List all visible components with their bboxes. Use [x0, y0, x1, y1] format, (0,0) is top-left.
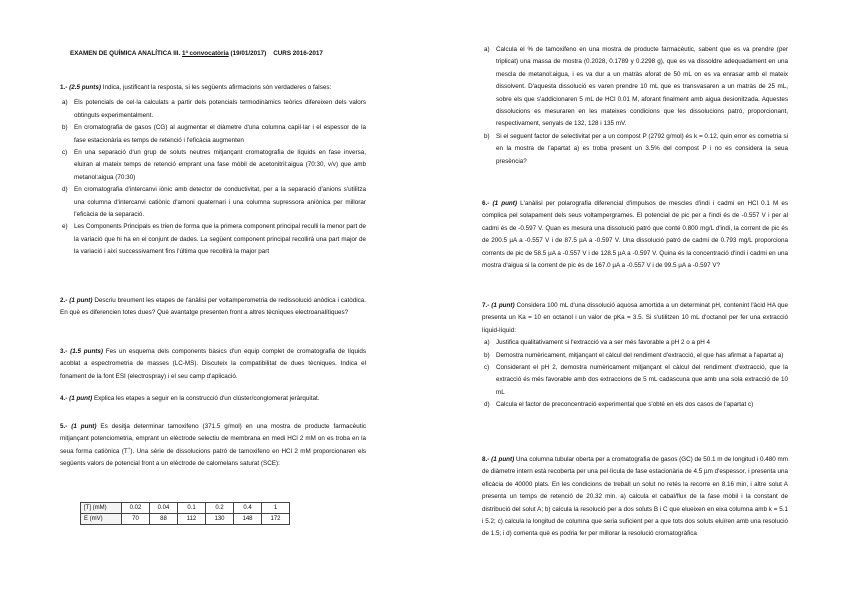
q7-points: (1 punt) [491, 302, 515, 309]
item-letter: c) [62, 149, 68, 157]
item-text: En una separació d'un grup de soluts neutres mitjançant cromatografia de líquids en fase inversa, eluiran al mateix temps de retenció emprant una fase mòbil de acetonitril:aigua (70:30, v/v) que amb metanol:aigua (70:30) [74, 149, 366, 181]
item-letter: a) [484, 339, 490, 347]
item-text: Considerant el pH 2, demostra numèricament mitjançant el càlcul del rendiment d'extracció, que la extracció és més favorable amb dos extraccions de 5 mL cadascuna que amb una sola extracció de 10 mL [496, 364, 788, 396]
table-header-conc: [T] (mM) [81, 503, 122, 514]
q2-points: (1 punt) [69, 297, 93, 304]
question-6 [482, 198, 788, 272]
q4-points: (1 punt) [69, 395, 93, 402]
item-text: Calcula el factor de preconcentració experimental que s'obté en els dos casos de l'apartat c) [496, 401, 754, 409]
q7-item [482, 350, 788, 362]
item-letter: d) [62, 186, 68, 194]
header-date: (19/01/2017) [230, 50, 267, 57]
question-1-intro [60, 82, 366, 94]
q2-text: Descriu breument les etapes de l'anàlisi per voltamperometria de redissolució anòdica i catòdica. En què es diferencien totes dues? Què avantatge presenten front a altres tècniques electroanalítiques? [60, 297, 366, 317]
question-3 [60, 346, 366, 383]
item-letter: a) [62, 99, 68, 107]
q1-item [60, 122, 366, 147]
q7-items [482, 337, 788, 411]
exam-header [70, 50, 323, 57]
q7-item [482, 337, 788, 349]
item-text: Calcula el % de tamoxifeno en una mostra de producte farmacèutic, sabent que es va prendre (per triplicat) una massa de mostra (0.2028, 0.1789 y 0.2298 g), que es va dissoldre adequadament en una mescla de metanol:aigua, i es va dur a un matràs aforat de 50 mL on es va enrasar amb el mateix dissolvent. D'aquesta dissolució es varen prendre 10 mL que es transvasaren a un matràs de 25 mL, sobre els que s'addicionaren 5 mL de HCl 0.01 M, aforant finalment amb aigua desionitzada. Aquestes dissolucions es mesuraren en les mateixes condicions que les dissolucions patró, proporcionant, respectivament, senyals de 132, 128 i 135 mV. [496, 46, 788, 128]
q5-number: 5.- [60, 423, 68, 430]
table-cell: 88 [150, 514, 178, 525]
q3-points: (1.5 punts) [70, 348, 103, 355]
q1-item [60, 97, 366, 122]
table-cell: 0.02 [122, 503, 150, 514]
q6-number: 6.- [482, 200, 490, 207]
table-row [81, 503, 290, 514]
table-cell: 112 [178, 514, 206, 525]
table-row [81, 514, 290, 525]
question-7-intro [482, 300, 788, 337]
question-4 [60, 393, 366, 405]
q5-points: (1 punt) [71, 423, 97, 430]
item-letter: a) [484, 46, 490, 53]
table-cell: 172 [262, 514, 290, 525]
q2-number: 2.- [60, 297, 68, 304]
q5-text-before: Es desitja determinar tamoxifeno (371.5 g/mol) en una mostra de producte farmacèutic mitjançant potenciometria, emprant un elèctrode selectiu de membrana en medi HCl 2 mM on es troba en la seua forma catiònica (T [60, 423, 366, 455]
q7-intro-text: Considera 100 mL d'una dissolució aquosa amortida a un determinat pH, contenint l'àcid HA que presenta un Ka = 10 en octanol i un valor de pKa = 3.5. Si s'utilitzen 10 mL d'octanol per fer una extracció líquid-líquid: [482, 302, 789, 334]
q8-text: Una columna tubular oberta per a cromatografia de gasos (GC) de 50.1 m de longitud i 0.480 mm de diàmetre intern està recoberta per una pel·lícula de fase estacionària de 4.5 µm d'espessor, i presenta una eficàcia de 40000 plats. En les condicions de treball un solut no retés la recorre en 8.16 min, i altre solut A presenta un temps de retenció de 20.32 min. a) calcula el cabal/flux de la fase mòbil i la constant de distribució del solut A; b) calcula la resolució per a dos soluts B i C que elueixen en eixa columna amb k = 5.1 i 5.2; c) calcula la longitud de columna que seria suficient per a que tots dos soluts eluïren amb una resolució de 1.5; i d) comenta què es podria fer per millorar la resolució cromatogràfica [482, 456, 789, 538]
table-cell: 130 [206, 514, 234, 525]
question-2 [60, 295, 366, 320]
q3-number: 3.- [60, 348, 68, 355]
table-cell: 0.04 [150, 503, 178, 514]
q1-item [60, 147, 366, 184]
q5-superscript: + [127, 445, 131, 451]
q1-intro-text: Indica, justificant la resposta, si les següents afirmacions són verdaderes o falses: [102, 84, 332, 91]
q4-text: Explica les etapes a seguir en la construcció d'un clúster/conglomerat jeràrquitat. [93, 395, 320, 402]
item-text: Demostra numèricament, mitjançant el càlcul del rendiment d'extracció, el que has afirmat a l'apartat a) [496, 351, 784, 359]
table-header-pot: E (mV) [81, 514, 122, 525]
item-text: Si el seguent factor de selectivitat per a un compost P (2792 g/mol) és k = 0.12, quin error es cometria si en la mostra de l'apartat a) es troba present un 3.5% del compost P i no es considera la seua presència? [496, 132, 788, 165]
q5-text-after: ). Una sèrie de dissolucions patró de tamoxifeno en HCl 2 mM proporcionaren els següents valors de potencial front a un elèctrode de calomelans saturat (SCE): [60, 447, 366, 468]
table-cell: 1 [262, 503, 290, 514]
item-letter: b) [62, 124, 68, 132]
question-5-continued [482, 44, 788, 168]
question-7 [482, 300, 788, 412]
q7-number: 7.- [482, 302, 490, 309]
q5-item [482, 131, 788, 168]
table-cell: 70 [122, 514, 150, 525]
item-letter: b) [484, 351, 490, 359]
q8-number: 8.- [482, 456, 490, 463]
item-letter: e) [62, 223, 68, 231]
header-prefix: EXAMEN DE QUÍMICA ANALÍTICA III. [70, 50, 181, 57]
q7-item [482, 399, 788, 411]
q6-points: (1 punt) [492, 200, 517, 207]
item-letter: b) [484, 132, 490, 140]
item-text: Les Components Principals es trien de forma que la primera component principal reculli la menor part de la variació que hi ha en el conjunt de dades. La següent component principal recollirà una part major de la variació i així successivament fins l'última que recollirà la major part [74, 223, 366, 256]
table-cell: 0.1 [178, 503, 206, 514]
q1-items [60, 97, 366, 258]
q3-text: Fes un esquema dels components bàsics d'un equip complet de cromatografia de líquids acoblat a espectrometria de masses (LC-MS). Discuteix la compatibilitat de dues tècniques. Indica el fonament de la font ESI (electrospray) i el seu camp d'aplicació. [60, 348, 367, 380]
item-letter: c) [484, 364, 490, 372]
question-8 [482, 454, 788, 541]
q5-items [482, 44, 788, 168]
q1-item [60, 184, 366, 221]
header-course: CURS 2016-2017 [273, 50, 323, 57]
question-1 [60, 82, 366, 259]
q1-item [60, 221, 366, 258]
question-5 [60, 421, 366, 471]
q6-text: L'anàlisi per polarografia diferencial d'impulsos de mescles d'indi i cadmi en HCl 0.1 M es complica pel solapament dels seus voltampergrames. El potencial de pic per a l'indi és de -0.557 V i per al cadmi és de -0.597 V. Quan es mesura una dissolució patró que conté 0.800 mg/L d'indi, la corrent de pic és de 200.5 µA a -0.557 V i de 87.5 µA a -0.597 V. Una dissolució patró de cadmi de 0.793 mg/L proporciona corrents de pic de 58.5 µA a -0.557 V i de 128.5 µA a -0.597 V. Quina és la concentració d'indi i cadmi en una mostra d'aigua si la corrent de pic és de 167.0 µA a -0.557 V i de 99.5 µA a -0.597 V? [482, 200, 789, 270]
item-letter: d) [484, 401, 490, 409]
item-text: En cromatografia d'intercanvi iònic amb detector de conductivitat, per a la separació d'anions s'utilitza una columna d'intercanvi catiònic d'amoni quaternari i una columna supressora aniònica per millorar l'eficàcia de la separació. [74, 186, 366, 219]
item-text: Justifica qualitativament si l'extracció va a ser més favorable a pH 2 o a pH 4 [496, 339, 710, 347]
table-cell: 0.4 [234, 503, 262, 514]
q7-item [482, 362, 788, 399]
table-cell: 0.2 [206, 503, 234, 514]
item-text: En cromatografia de gasos (CG) al augmentar el diàmetre d'una columna capil·lar i el espessor de la fase estacionària es temps de retenció i l'eficàcia augmenten [74, 124, 366, 144]
q8-points: (1 punt) [491, 456, 515, 463]
q1-number: 1.- [60, 84, 68, 91]
q1-points: (2.5 punts) [69, 84, 101, 91]
table-cell: 148 [234, 514, 262, 525]
q5-item [482, 44, 788, 131]
q4-number: 4.- [60, 395, 68, 402]
item-text: Els potencials de cel·la calculats a partir dels potencials termodinàmics teòrics difereixen dels valors obtinguts experimentalment. [74, 99, 366, 119]
header-session: 1ª convocatòria [181, 50, 229, 57]
potential-table [80, 502, 290, 525]
